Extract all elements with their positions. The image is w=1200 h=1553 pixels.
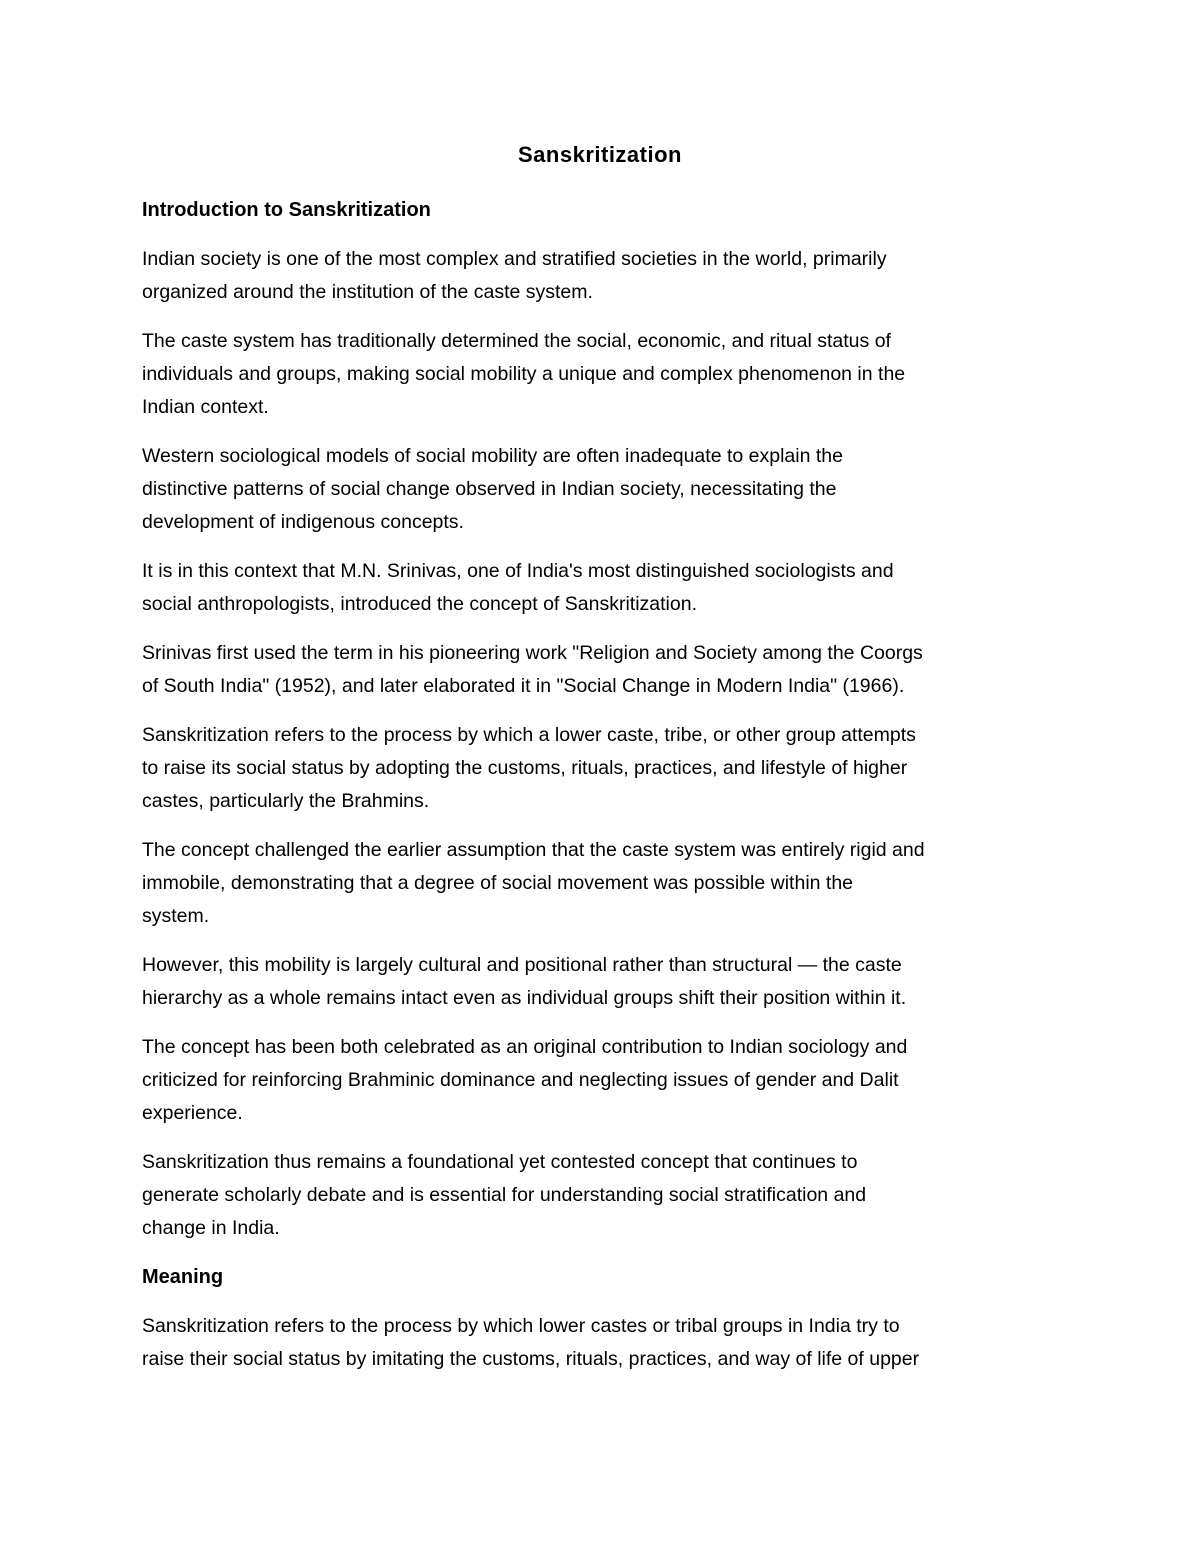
paragraph — [142, 949, 1062, 1015]
text-line: Srinivas first used the term in his pioneering work "Religion and Society among the Coorgs — [142, 642, 923, 664]
paragraph — [142, 243, 1062, 309]
paragraph — [142, 1310, 1062, 1376]
paragraph — [142, 1031, 1062, 1130]
section-heading-introduction: Introduction to Sanskritization — [142, 199, 431, 221]
text-line: Western sociological models of social mobility are often inadequate to explain the — [142, 445, 843, 467]
text-line: The concept has been both celebrated as an original contribution to Indian sociology and — [142, 1036, 908, 1058]
text-line: raise their social status by imitating the customs, rituals, practices, and way of life of upper — [142, 1348, 920, 1370]
text-line: organized around the institution of the caste system. — [142, 281, 593, 303]
text-line: development of indigenous concepts. — [142, 511, 464, 533]
text-line: generate scholarly debate and is essential for understanding social stratification and — [142, 1184, 867, 1206]
text-line: It is in this context that M.N. Srinivas, one of India's most distinguished sociologists and — [142, 560, 894, 582]
text-line: Sanskritization refers to the process by which a lower caste, tribe, or other group attempts — [142, 724, 916, 746]
text-line: Indian context. — [142, 396, 269, 418]
document-title: Sanskritization — [518, 142, 682, 167]
text-line: The caste system has traditionally determined the social, economic, and ritual status of — [142, 330, 891, 352]
text-line: castes, particularly the Brahmins. — [142, 790, 430, 812]
paragraph — [142, 637, 1062, 703]
paragraph — [142, 1146, 1062, 1245]
paragraph — [142, 555, 1062, 621]
paragraph — [142, 834, 1062, 933]
text-line: The concept challenged the earlier assumption that the caste system was entirely rigid and — [142, 839, 925, 861]
document-body — [142, 194, 1062, 1392]
text-line: immobile, demonstrating that a degree of social movement was possible within the — [142, 872, 854, 894]
text-line: hierarchy as a whole remains intact even as individual groups shift their position within it. — [142, 987, 907, 1009]
text-line: Indian society is one of the most complex and stratified societies in the world, primarily — [142, 248, 887, 270]
text-line: of South India" (1952), and later elaborated it in "Social Change in Modern India" (1966). — [142, 675, 905, 697]
text-line: individuals and groups, making social mobility a unique and complex phenomenon in the — [142, 363, 906, 385]
text-line: However, this mobility is largely cultural and positional rather than structural — the caste — [142, 954, 902, 976]
paragraph — [142, 440, 1062, 539]
text-line: system. — [142, 905, 210, 927]
text-line: change in India. — [142, 1217, 280, 1239]
text-line: to raise its social status by adopting the customs, rituals, practices, and lifestyle of higher — [142, 757, 908, 779]
text-line: distinctive patterns of social change observed in Indian society, necessitating the — [142, 478, 837, 500]
text-line: experience. — [142, 1102, 243, 1124]
text-line: Sanskritization thus remains a foundational yet contested concept that continues to — [142, 1151, 858, 1173]
paragraph — [142, 325, 1062, 424]
paragraph — [142, 719, 1062, 818]
text-line: social anthropologists, introduced the concept of Sanskritization. — [142, 593, 697, 615]
text-line: criticized for reinforcing Brahminic dominance and neglecting issues of gender and Dalit — [142, 1069, 899, 1091]
text-line: Sanskritization refers to the process by which lower castes or tribal groups in India try to — [142, 1315, 900, 1337]
section-heading-meaning: Meaning — [142, 1266, 224, 1288]
